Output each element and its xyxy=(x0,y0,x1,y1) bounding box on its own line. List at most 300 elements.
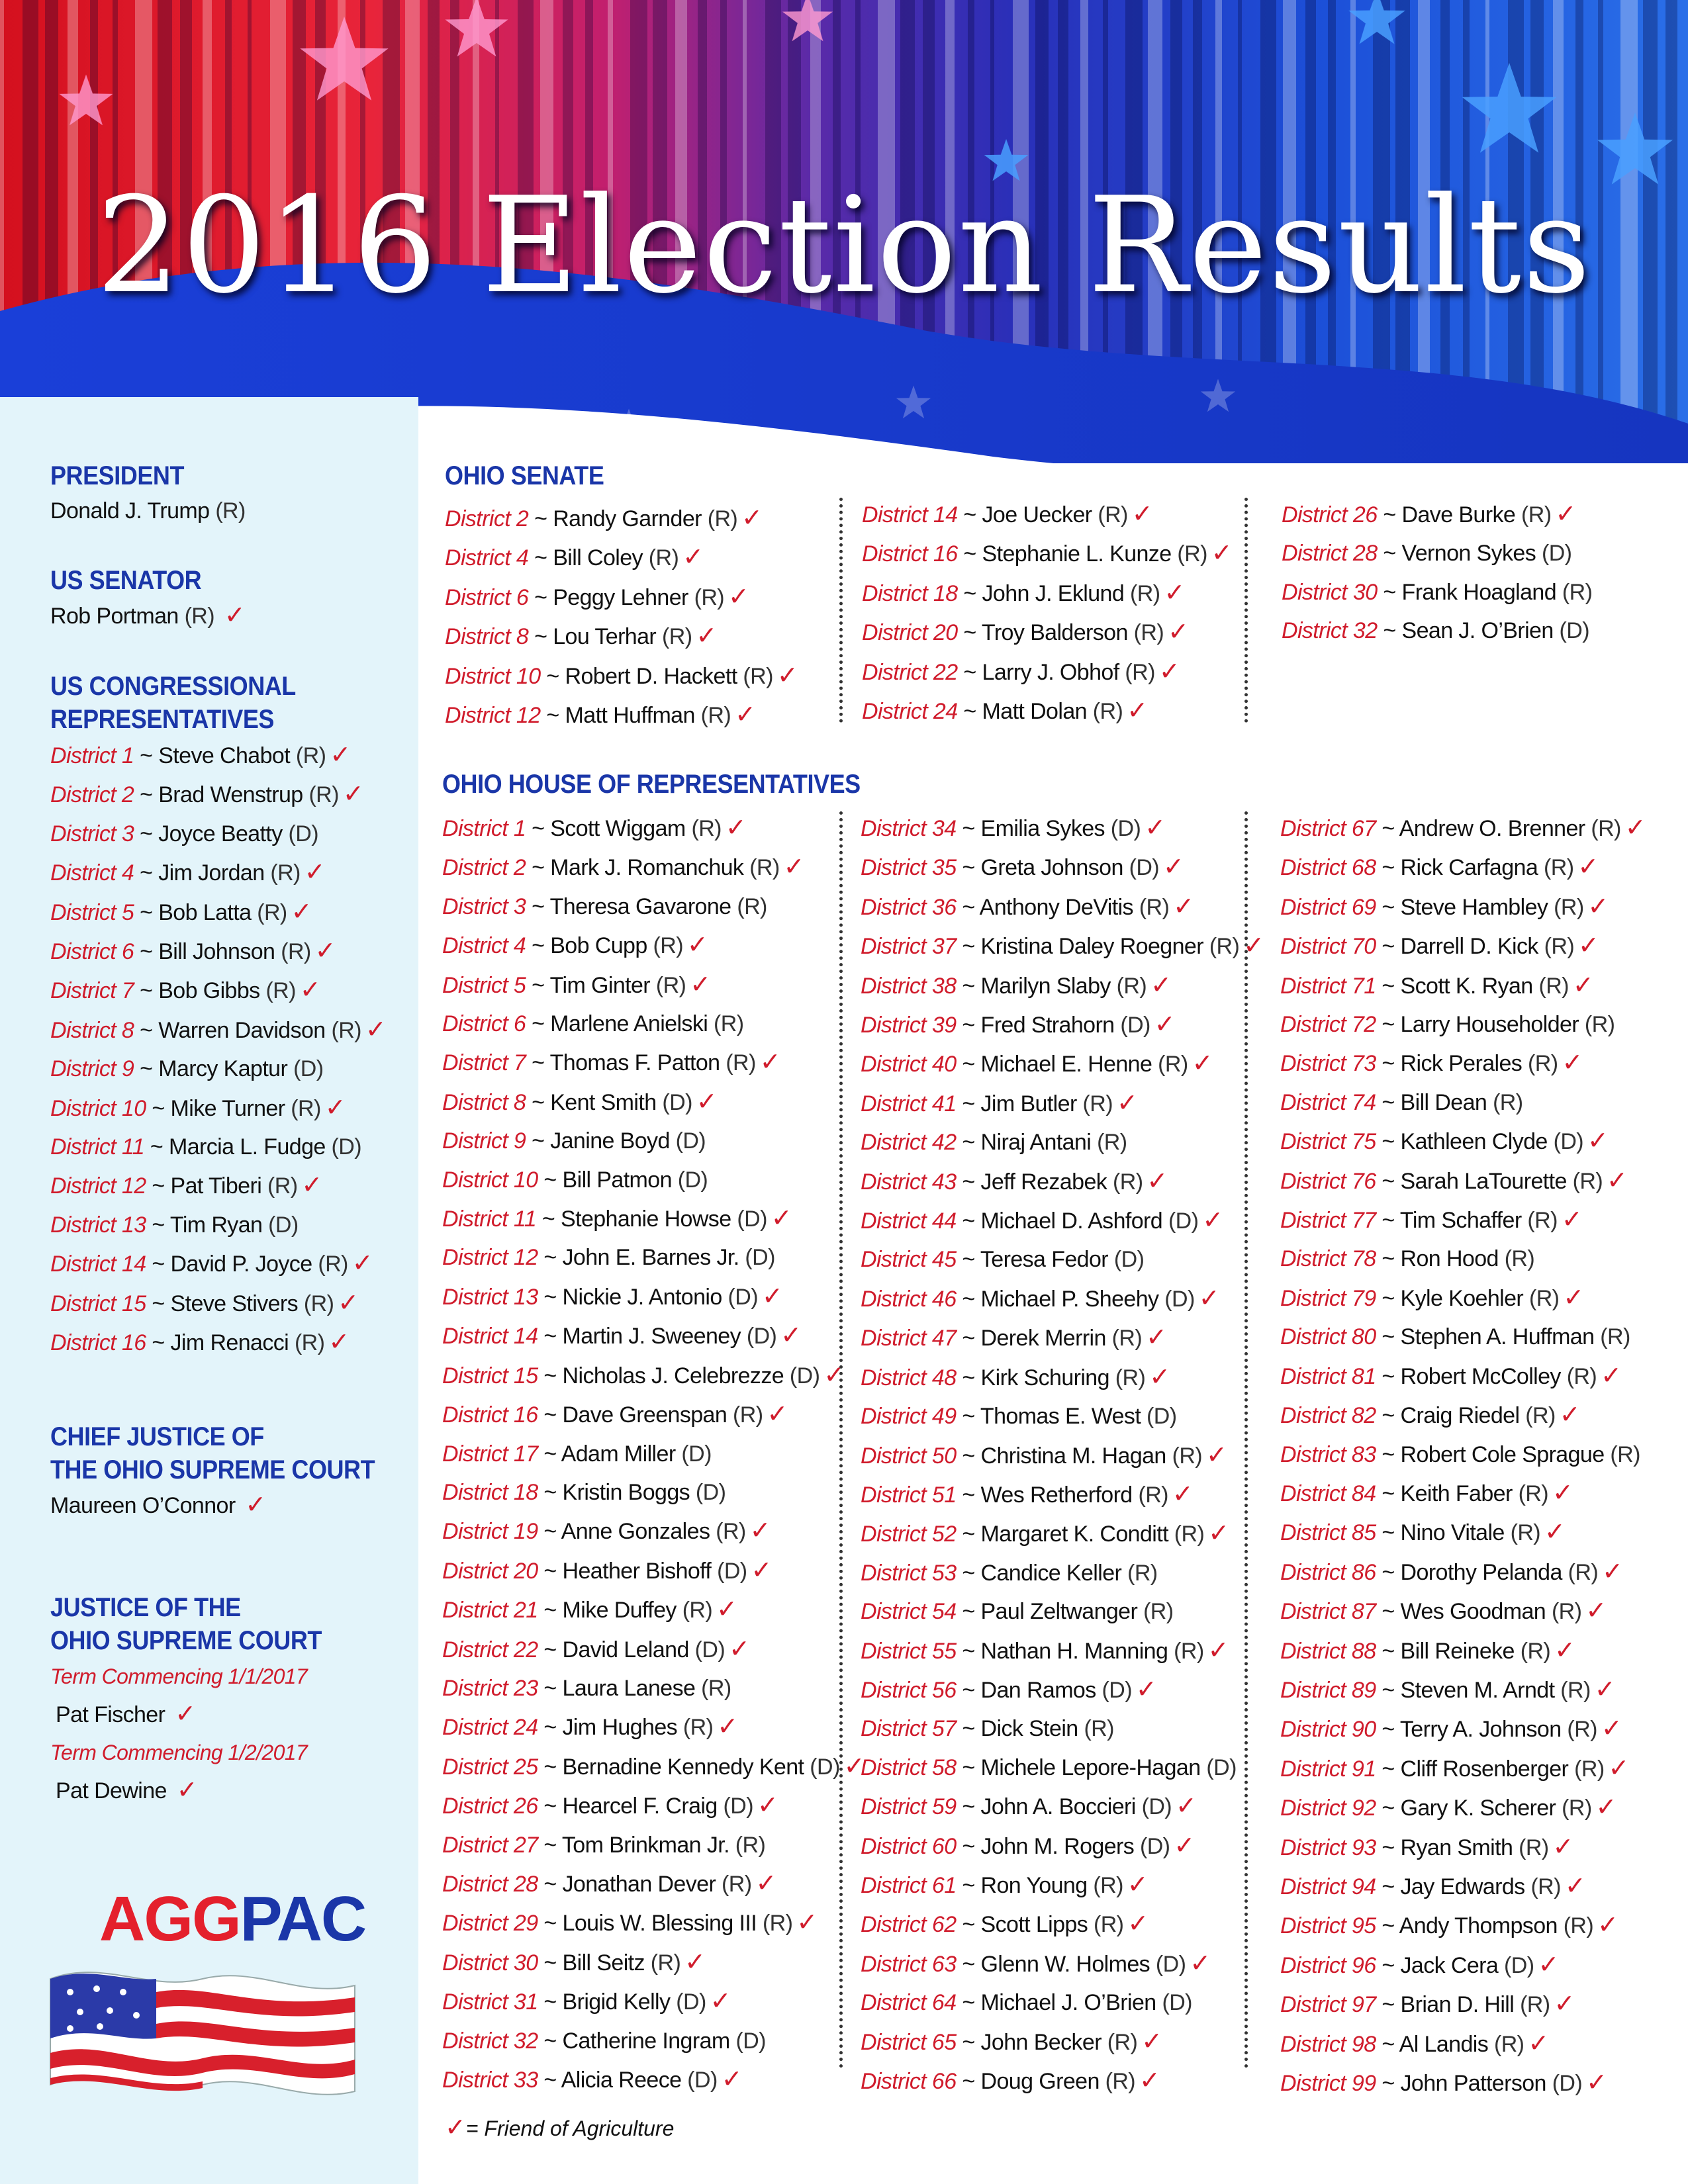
separator-tilde: ~ xyxy=(543,1871,557,1897)
party-label: (R) xyxy=(270,860,301,886)
candidate-name: Sarah LaTourette xyxy=(1400,1168,1567,1194)
separator-tilde: ~ xyxy=(1382,1089,1395,1115)
party-label: (D) xyxy=(288,821,318,846)
separator-tilde: ~ xyxy=(543,2028,557,2054)
result-row xyxy=(1280,1985,1646,2024)
district-label: District 16 xyxy=(50,1330,146,1356)
district-label: District 9 xyxy=(50,1056,134,1082)
result-row xyxy=(1280,2064,1646,2103)
separator-tilde: ~ xyxy=(534,624,547,650)
candidate-name: Steven M. Arndt xyxy=(1400,1677,1555,1703)
candidate-name: Bob Latta xyxy=(158,899,252,925)
district-label: District 6 xyxy=(442,1011,526,1037)
party-label: (R) xyxy=(653,933,683,959)
friend-checkmark-icon: ✓ xyxy=(796,1909,818,1937)
party-label: (R) xyxy=(1520,1992,1550,2018)
separator-tilde: ~ xyxy=(962,1013,975,1038)
party-label: (R) xyxy=(650,1950,681,1976)
separator-tilde: ~ xyxy=(963,699,976,725)
party-label: (R) xyxy=(1174,1638,1204,1664)
result-row xyxy=(442,1161,865,1199)
friend-checkmark-icon: ✓ xyxy=(696,622,717,651)
district-label: District 4 xyxy=(442,933,526,959)
friend-checkmark-icon: ✓ xyxy=(1561,1206,1583,1234)
president-name: Donald J. Trump xyxy=(50,498,210,523)
district-label: District 55 xyxy=(861,1638,957,1664)
candidate-name: Rick Perales xyxy=(1400,1051,1523,1077)
district-label: District 63 xyxy=(861,1951,957,1977)
separator-tilde: ~ xyxy=(1382,1638,1395,1664)
separator-tilde: ~ xyxy=(532,933,545,959)
separator-tilde: ~ xyxy=(1383,618,1396,644)
party-label: (D) xyxy=(1504,1952,1534,1978)
separator-tilde: ~ xyxy=(1382,1559,1395,1585)
result-row xyxy=(861,1514,1264,1553)
us-congress-title-line2: REPRESENTATIVES xyxy=(50,705,274,734)
party-label: (R) xyxy=(1093,1872,1123,1898)
candidate-name: Nathan H. Manning xyxy=(980,1638,1168,1664)
column-divider xyxy=(839,498,843,723)
result-row xyxy=(861,1631,1264,1670)
friend-checkmark-icon: ✓ xyxy=(1172,1480,1194,1508)
result-row xyxy=(442,2060,865,2099)
result-row xyxy=(50,815,386,853)
friend-checkmark-icon: ✓ xyxy=(1135,1675,1157,1704)
district-label: District 7 xyxy=(50,978,134,1004)
friend-checkmark-icon: ✓ xyxy=(224,602,246,629)
candidate-name: Anne Gonzales xyxy=(561,1519,710,1545)
separator-tilde: ~ xyxy=(962,855,975,881)
candidate-name: Bill Patmon xyxy=(562,1167,672,1193)
district-label: District 24 xyxy=(442,1715,538,1741)
candidate-name: Craig Riedel xyxy=(1400,1403,1520,1429)
district-label: District 18 xyxy=(442,1479,538,1505)
friend-checkmark-icon: ✓ xyxy=(352,1250,373,1278)
friend-checkmark-icon: ✓ xyxy=(1562,1049,1583,1077)
district-label: District 43 xyxy=(861,1169,957,1195)
candidate-name: Wes Goodman xyxy=(1400,1599,1546,1625)
separator-tilde: ~ xyxy=(962,1912,975,1938)
friend-checkmark-icon: ✓ xyxy=(1607,1166,1628,1195)
party-label: (R) xyxy=(1544,855,1574,881)
separator-tilde: ~ xyxy=(1382,934,1395,960)
friend-checkmark-icon: ✓ xyxy=(1601,1715,1622,1743)
party-label: (D) xyxy=(675,1128,706,1154)
party-label: (R) xyxy=(1567,1717,1597,1743)
party-label: (R) xyxy=(1562,579,1593,605)
candidate-name: John J. Eklund xyxy=(982,580,1125,606)
candidate-name: John M. Rogers xyxy=(980,1833,1135,1859)
result-row xyxy=(1280,1709,1646,1749)
district-label: District 8 xyxy=(50,1017,134,1043)
candidate-name: Wes Retherford xyxy=(980,1482,1133,1508)
party-label: (R) xyxy=(1504,1246,1535,1272)
separator-tilde: ~ xyxy=(532,1128,545,1154)
party-label: (R) xyxy=(648,545,679,571)
result-row xyxy=(861,1358,1264,1397)
party-label: (D) xyxy=(789,1363,820,1388)
district-label: District 69 xyxy=(1280,894,1376,920)
separator-tilde: ~ xyxy=(962,1833,975,1859)
district-label: District 10 xyxy=(445,663,541,689)
district-label: District 15 xyxy=(50,1291,146,1316)
party-label: (R) xyxy=(1143,1599,1174,1625)
result-row xyxy=(861,1475,1264,1514)
candidate-name: Ron Hood xyxy=(1400,1246,1499,1272)
friend-checkmark-icon: ✓ xyxy=(365,1015,387,1044)
friend-checkmark-icon: ✓ xyxy=(749,1517,771,1545)
party-label: (D) xyxy=(331,1134,361,1160)
district-label: District 77 xyxy=(1280,1208,1376,1234)
district-label: District 53 xyxy=(861,1560,957,1586)
friend-checkmark-icon: ✓ xyxy=(1158,657,1180,686)
district-label: District 1 xyxy=(442,816,526,841)
separator-tilde: ~ xyxy=(962,1677,975,1703)
district-label: District 60 xyxy=(861,1833,957,1859)
candidate-name: Marcy Kaptur xyxy=(158,1056,288,1082)
candidate-name: Dick Stein xyxy=(980,1716,1078,1742)
justice-title-line2: OHIO SUPREME COURT xyxy=(50,1626,322,1655)
house-column-2 xyxy=(861,809,1264,2101)
friend-checkmark-icon: ✓ xyxy=(1587,1127,1609,1156)
separator-tilde: ~ xyxy=(541,1206,555,1232)
separator-tilde: ~ xyxy=(963,659,976,685)
party-label: (R) xyxy=(303,1291,334,1316)
candidate-name: Scott K. Ryan xyxy=(1400,973,1533,999)
party-label: (R) xyxy=(291,1095,321,1121)
president-party: (R) xyxy=(215,498,246,523)
friend-checkmark-icon: ✓ xyxy=(757,1792,778,1820)
district-label: District 29 xyxy=(442,1911,538,1936)
result-row xyxy=(442,1356,865,1395)
result-row xyxy=(1280,1044,1646,1083)
party-label: (R) xyxy=(726,1050,756,1076)
candidate-name: Brigid Kelly xyxy=(562,1989,671,2015)
candidate-name: Al Landis xyxy=(1399,2031,1489,2057)
district-label: District 73 xyxy=(1280,1051,1376,1077)
friend-checkmark-icon: ✓ xyxy=(735,701,756,729)
friend-checkmark-icon: ✓ xyxy=(1147,1167,1168,1195)
friend-checkmark-icon: ✓ xyxy=(1198,1284,1219,1312)
separator-tilde: ~ xyxy=(140,1017,153,1043)
district-label: District 14 xyxy=(442,1324,538,1349)
friend-checkmark-icon: ✓ xyxy=(245,1491,266,1519)
district-label: District 23 xyxy=(442,1675,538,1701)
friend-checkmark-icon: ✓ xyxy=(1127,1910,1149,1938)
column-divider xyxy=(1244,498,1248,723)
separator-tilde: ~ xyxy=(962,1208,975,1234)
result-row xyxy=(861,1709,1264,1748)
district-label: District 31 xyxy=(442,1989,538,2015)
result-row xyxy=(442,848,865,887)
party-label: (R) xyxy=(1600,1324,1630,1350)
candidate-name: Darrell D. Kick xyxy=(1400,934,1538,960)
candidate-name: Laura Lanese xyxy=(562,1675,696,1701)
result-row xyxy=(861,1084,1264,1123)
party-label: (D) xyxy=(723,1794,753,1819)
separator-tilde: ~ xyxy=(962,1482,975,1508)
separator-tilde: ~ xyxy=(962,1130,975,1156)
result-row xyxy=(861,1279,1264,1318)
friend-checkmark-icon: ✓ xyxy=(843,1752,865,1780)
party-label: (D) xyxy=(1113,1247,1145,1273)
friend-checkmark-icon: ✓ xyxy=(1586,2069,1607,2097)
friend-checkmark-icon: ✓ xyxy=(728,582,749,611)
party-label: (R) xyxy=(1107,2029,1138,2055)
candidate-name: Kathleen Clyde xyxy=(1400,1129,1548,1155)
house-column-1 xyxy=(442,809,865,2099)
district-label: District 58 xyxy=(861,1754,957,1780)
district-label: District 44 xyxy=(861,1208,957,1234)
separator-tilde: ~ xyxy=(532,893,545,919)
separator-tilde: ~ xyxy=(962,894,975,920)
district-label: District 72 xyxy=(1280,1012,1376,1038)
separator-tilde: ~ xyxy=(543,1715,557,1741)
district-label: District 22 xyxy=(442,1637,538,1662)
friend-checkmark-icon: ✓ xyxy=(729,1635,750,1663)
candidate-name: Paul Zeltwanger xyxy=(980,1599,1138,1625)
result-row xyxy=(861,1162,1264,1201)
candidate-name: John Patterson xyxy=(1400,2071,1546,2096)
district-label: District 12 xyxy=(442,1245,538,1271)
party-label: (D) xyxy=(687,2068,718,2093)
friend-checkmark-icon: ✓ xyxy=(1131,500,1153,528)
separator-tilde: ~ xyxy=(140,939,153,965)
legend-text: = Friend of Agriculture xyxy=(465,2116,675,2140)
district-label: District 2 xyxy=(445,506,529,531)
party-label: (R) xyxy=(1082,1091,1113,1116)
district-label: District 2 xyxy=(442,855,526,881)
party-label: (R) xyxy=(682,1715,714,1741)
friend-checkmark-icon: ✓ xyxy=(1127,1870,1149,1899)
result-row xyxy=(442,966,865,1005)
party-label: (R) xyxy=(1554,894,1584,920)
separator-tilde: ~ xyxy=(1382,1168,1395,1194)
result-row xyxy=(442,1199,865,1238)
candidate-name: Glenn W. Holmes xyxy=(980,1951,1150,1977)
separator-tilde: ~ xyxy=(532,855,545,881)
result-row xyxy=(862,574,1232,613)
result-row xyxy=(442,1122,865,1160)
ohio-senate-title-wrap xyxy=(445,459,622,492)
candidate-name: Tom Brinkman Jr. xyxy=(561,1832,729,1858)
result-row xyxy=(1280,2025,1646,2064)
result-row xyxy=(1280,1513,1646,1552)
party-label: (R) xyxy=(1493,2031,1524,2057)
district-label: District 27 xyxy=(442,1832,538,1858)
party-label: (R) xyxy=(700,703,731,729)
friend-checkmark-icon: ✓ xyxy=(767,1400,788,1429)
friend-checkmark-icon: ✓ xyxy=(1154,1011,1176,1039)
friend-checkmark-icon: ✓ xyxy=(1555,500,1576,528)
candidate-name: Brian D. Hill xyxy=(1400,1992,1515,2018)
candidate-name: Larry J. Obhof xyxy=(982,659,1119,685)
friend-checkmark-icon: ✓ xyxy=(755,1869,776,1897)
party-label: (R) xyxy=(716,1519,746,1545)
friend-checkmark-icon: ✓ xyxy=(1538,1950,1559,1979)
separator-tilde: ~ xyxy=(1382,1835,1395,1860)
party-label: (D) xyxy=(1139,1833,1170,1859)
candidate-name: Ryan Smith xyxy=(1400,1835,1513,1860)
district-label: District 2 xyxy=(50,782,134,808)
candidate-name: Andy Thompson xyxy=(1399,1913,1558,1939)
friend-checkmark-icon: ✓ xyxy=(342,780,364,809)
result-row xyxy=(442,1238,865,1277)
friend-checkmark-icon: ✓ xyxy=(324,1093,346,1122)
candidate-name: Joe Uecker xyxy=(982,502,1092,527)
result-row xyxy=(50,736,386,775)
result-row xyxy=(861,1983,1264,2022)
separator-tilde: ~ xyxy=(963,502,976,527)
result-row xyxy=(50,1011,386,1050)
district-label: District 17 xyxy=(442,1441,538,1467)
party-label: (R) xyxy=(1125,659,1155,685)
us-senator-name: Rob Portman xyxy=(50,604,179,629)
candidate-name: Tim Schaffer xyxy=(1399,1208,1522,1234)
us-senator-winner xyxy=(50,597,245,635)
friend-checkmark-icon: ✓ xyxy=(1564,1872,1586,1900)
friend-checkmark-icon: ✓ xyxy=(1554,1636,1575,1664)
party-label: (D) xyxy=(727,1284,758,1310)
friend-checkmark-icon: ✓ xyxy=(783,853,804,882)
separator-tilde: ~ xyxy=(534,584,547,610)
candidate-name: Greta Johnson xyxy=(980,855,1123,881)
party-label: (R) xyxy=(1130,580,1160,606)
result-row xyxy=(862,692,1232,731)
friend-checkmark-icon: ✓ xyxy=(1559,1401,1580,1430)
candidate-name: Christina M. Hagan xyxy=(980,1443,1166,1469)
separator-tilde: ~ xyxy=(532,972,545,998)
separator-tilde: ~ xyxy=(1383,541,1396,567)
separator-tilde: ~ xyxy=(962,816,975,841)
result-row xyxy=(50,893,386,932)
district-label: District 37 xyxy=(861,934,957,960)
party-label: (D) xyxy=(662,1089,692,1115)
party-label: (R) xyxy=(714,1011,744,1037)
candidate-name: Candice Keller xyxy=(980,1560,1122,1586)
party-label: (R) xyxy=(1574,1756,1605,1782)
separator-tilde: ~ xyxy=(962,1247,975,1273)
separator-tilde: ~ xyxy=(1382,855,1395,881)
result-row xyxy=(862,534,1232,573)
candidate-name: Steve Stivers xyxy=(170,1291,299,1316)
candidate-name: Catherine Ingram xyxy=(562,2028,730,2054)
result-row xyxy=(862,653,1232,692)
district-label: District 36 xyxy=(861,894,957,920)
district-label: District 75 xyxy=(1280,1129,1376,1155)
separator-tilde: ~ xyxy=(543,1989,557,2015)
party-label: (R) xyxy=(1521,502,1552,527)
aggpac-logo xyxy=(44,1884,366,2124)
district-label: District 19 xyxy=(442,1519,538,1545)
candidate-name: Nicholas J. Celebrezze xyxy=(562,1363,784,1388)
result-row xyxy=(861,1397,1264,1435)
district-label: District 3 xyxy=(442,893,526,919)
party-label: (R) xyxy=(737,893,767,919)
district-label: District 16 xyxy=(862,541,958,567)
separator-tilde: ~ xyxy=(962,1599,975,1625)
party-label: (R) xyxy=(1510,1520,1541,1546)
result-row xyxy=(1282,495,1592,534)
district-label: District 82 xyxy=(1280,1403,1376,1429)
result-row xyxy=(50,1323,386,1362)
district-label: District 14 xyxy=(862,502,958,527)
district-label: District 87 xyxy=(1280,1599,1376,1625)
result-row xyxy=(1280,1631,1646,1670)
friend-checkmark-icon: ✓ xyxy=(1211,539,1233,568)
separator-tilde: ~ xyxy=(534,545,547,571)
separator-tilde: ~ xyxy=(1382,1246,1395,1272)
justice-title-line1: JUSTICE OF THE xyxy=(50,1593,241,1622)
party-label: (R) xyxy=(1113,1169,1143,1195)
friend-checkmark-icon: ✓ xyxy=(1149,1363,1170,1391)
candidate-name: Kristina Daley Roegner xyxy=(980,934,1203,960)
party-label: (D) xyxy=(695,1479,726,1505)
us-senator-title: US SENATOR xyxy=(50,566,202,595)
separator-tilde: ~ xyxy=(543,1794,557,1819)
separator-tilde: ~ xyxy=(532,1089,545,1115)
candidate-name: Nino Vitale xyxy=(1400,1520,1505,1546)
separator-tilde: ~ xyxy=(1382,1796,1395,1821)
result-row xyxy=(442,1277,865,1316)
result-row xyxy=(861,1005,1264,1044)
separator-tilde: ~ xyxy=(962,1091,975,1116)
result-row xyxy=(442,1551,865,1590)
result-row xyxy=(445,696,798,735)
party-label: (D) xyxy=(1168,1208,1199,1234)
district-label: District 96 xyxy=(1280,1952,1376,1978)
district-label: District 8 xyxy=(445,624,529,650)
party-label: (R) xyxy=(1538,973,1569,999)
friend-checkmark-icon: ✓ xyxy=(751,1556,772,1584)
friend-checkmark-icon: ✓ xyxy=(684,1948,706,1976)
candidate-name: Matt Dolan xyxy=(982,699,1087,725)
candidate-name: Stephen A. Huffman xyxy=(1400,1324,1595,1350)
friend-checkmark-icon: ✓ xyxy=(1141,2027,1162,2056)
friend-checkmark-icon: ✓ xyxy=(175,1700,196,1728)
party-label: (D) xyxy=(676,1989,706,2015)
district-label: District 9 xyxy=(442,1128,526,1154)
result-row xyxy=(1280,1435,1646,1474)
result-row xyxy=(50,1050,386,1088)
party-label: (R) xyxy=(743,663,773,689)
senate-column-2 xyxy=(862,495,1232,731)
separator-tilde: ~ xyxy=(543,1363,557,1388)
party-label: (R) xyxy=(308,782,339,808)
separator-tilde: ~ xyxy=(543,1911,557,1936)
separator-tilde: ~ xyxy=(1382,1208,1395,1234)
candidate-name: Jim Jordan xyxy=(158,860,265,886)
district-label: District 83 xyxy=(1280,1441,1376,1467)
separator-tilde: ~ xyxy=(1382,1992,1395,2018)
separator-tilde: ~ xyxy=(1382,1324,1395,1350)
district-label: District 91 xyxy=(1280,1756,1376,1782)
result-row xyxy=(50,1128,386,1166)
candidate-name: Jim Renacci xyxy=(170,1330,289,1356)
us-congress-section xyxy=(50,670,386,1363)
result-row xyxy=(442,1435,865,1473)
district-label: District 33 xyxy=(442,2068,538,2093)
result-row xyxy=(50,775,386,814)
party-label: (R) xyxy=(682,1598,713,1623)
result-row xyxy=(442,1512,865,1551)
friend-checkmark-icon: ✓ xyxy=(1595,1794,1617,1822)
friend-checkmark-icon: ✓ xyxy=(1597,1911,1618,1940)
separator-tilde: ~ xyxy=(1382,2071,1395,2096)
district-label: District 64 xyxy=(861,1990,957,2016)
friend-checkmark-icon: ✓ xyxy=(771,1205,792,1233)
candidate-name: Kristin Boggs xyxy=(562,1479,690,1505)
